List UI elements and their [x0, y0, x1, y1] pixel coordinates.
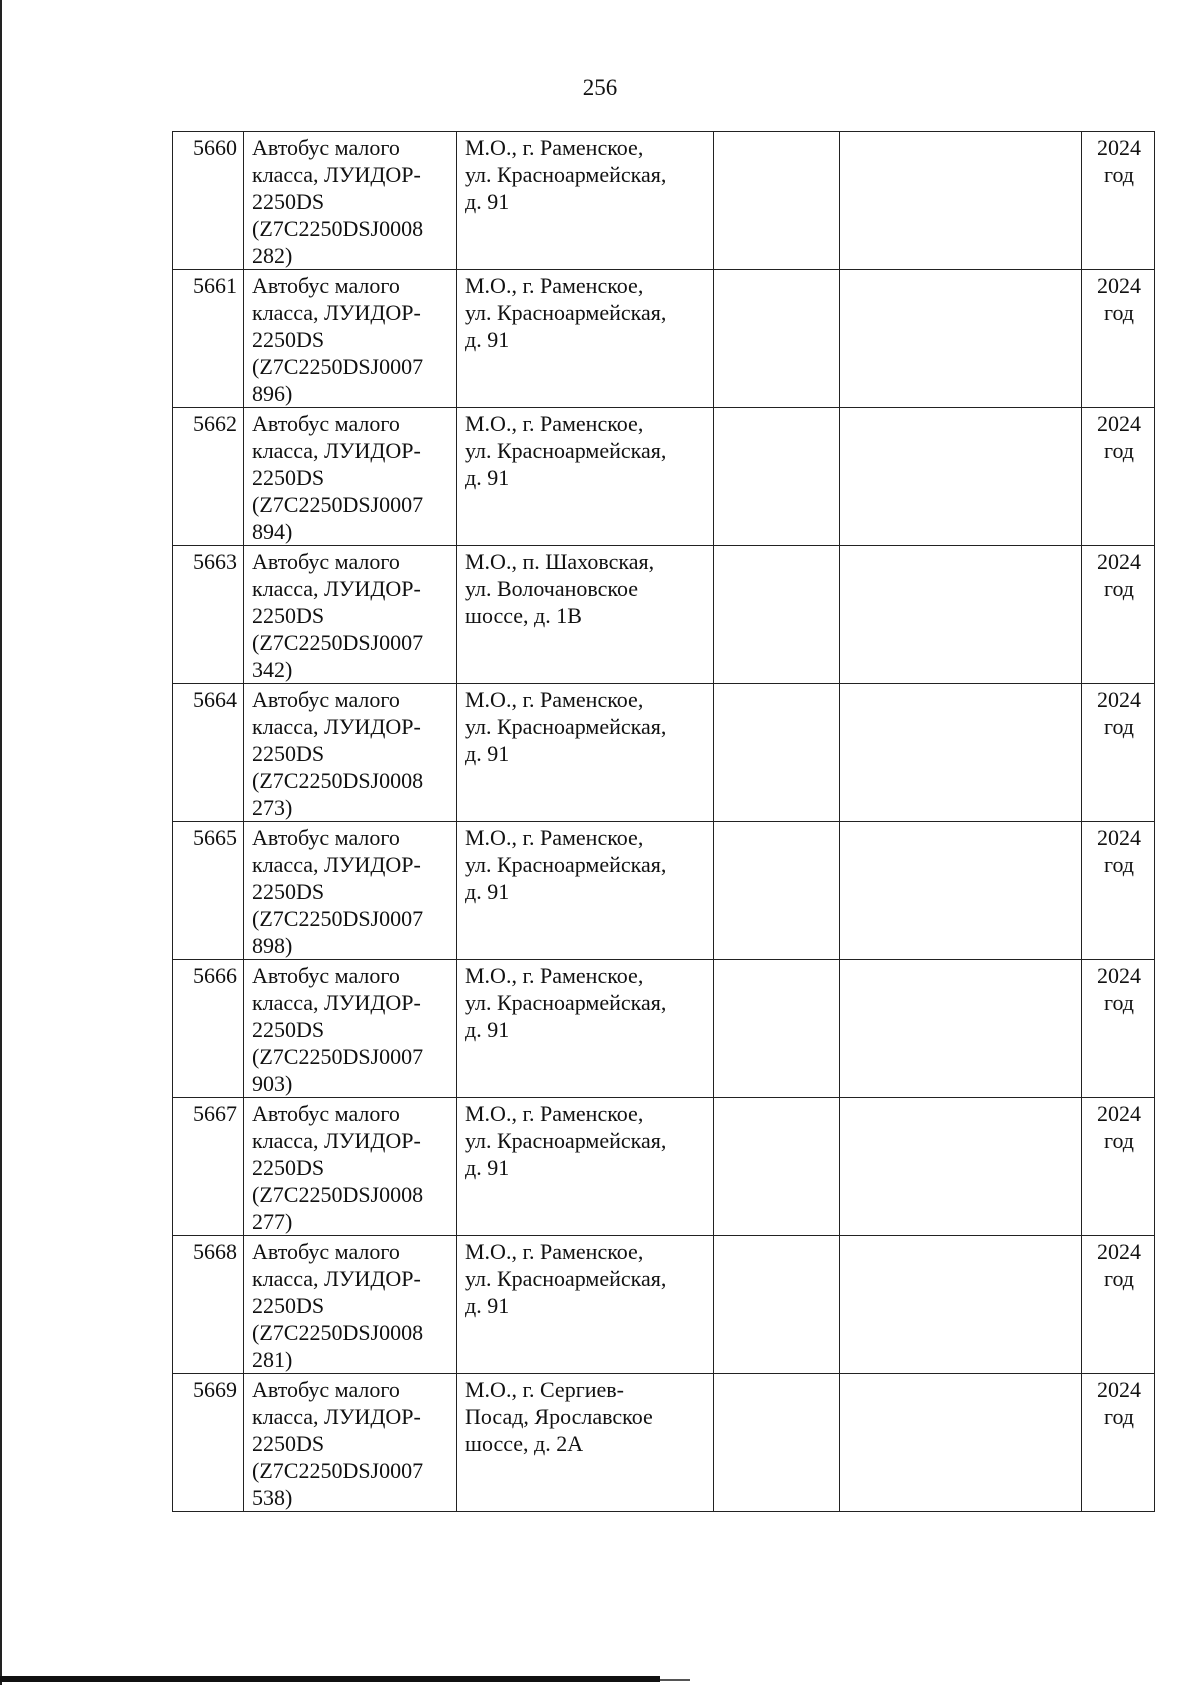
row-number-cell: [173, 960, 244, 1098]
row-number: 5665: [193, 825, 237, 850]
table-row: [173, 684, 1155, 822]
year-text: 2024 год: [1097, 1101, 1141, 1153]
vehicle-description: Автобус малого класса, ЛУИДОР- 2250DS (Z7C2250DSJ0007 898): [252, 825, 424, 958]
vehicle-cell: [244, 684, 457, 822]
empty-cell: [840, 822, 1082, 960]
vehicle-description: Автобус малого класса, ЛУИДОР- 2250DS (Z7C2250DSJ0007 896): [252, 273, 424, 406]
address-cell: [457, 822, 714, 960]
vehicle-description: Автобус малого класса, ЛУИДОР- 2250DS (Z7C2250DSJ0007 903): [252, 963, 424, 1096]
year-cell: [1082, 1236, 1155, 1374]
row-number-cell: [173, 132, 244, 270]
year-cell: [1082, 1374, 1155, 1512]
empty-cell: [840, 1098, 1082, 1236]
address-text: М.О., г. Раменское, ул. Красноармейская, д. 91: [465, 135, 667, 214]
empty-cell: [714, 408, 840, 546]
empty-cell: [714, 1098, 840, 1236]
year-cell: [1082, 1098, 1155, 1236]
vehicle-description: Автобус малого класса, ЛУИДОР- 2250DS (Z7C2250DSJ0007 538): [252, 1377, 424, 1510]
year-cell: [1082, 408, 1155, 546]
address-text: М.О., п. Шаховская, ул. Волочановское шоссе, д. 1В: [465, 549, 655, 628]
address-cell: [457, 960, 714, 1098]
address-cell: [457, 546, 714, 684]
row-number: 5660: [193, 135, 237, 160]
vehicle-description: Автобус малого класса, ЛУИДОР- 2250DS (Z7C2250DSJ0008 281): [252, 1239, 424, 1372]
year-text: 2024 год: [1097, 1377, 1141, 1429]
row-number: 5661: [193, 273, 237, 298]
vehicle-description: Автобус малого класса, ЛУИДОР- 2250DS (Z7C2250DSJ0007 894): [252, 411, 424, 544]
table-row: [173, 960, 1155, 1098]
vehicle-cell: [244, 822, 457, 960]
empty-cell: [840, 684, 1082, 822]
address-text: М.О., г. Раменское, ул. Красноармейская, д. 91: [465, 687, 667, 766]
vehicle-cell: [244, 960, 457, 1098]
address-text: М.О., г. Раменское, ул. Красноармейская, д. 91: [465, 1239, 667, 1318]
row-number-cell: [173, 1098, 244, 1236]
empty-cell: [714, 546, 840, 684]
table-row: [173, 408, 1155, 546]
vehicle-cell: [244, 132, 457, 270]
vehicle-registry-table: [172, 131, 1155, 1512]
row-number-cell: [173, 1374, 244, 1512]
vehicle-cell: [244, 270, 457, 408]
vehicle-cell: [244, 546, 457, 684]
row-number-cell: [173, 684, 244, 822]
row-number-cell: [173, 822, 244, 960]
row-number: 5663: [193, 549, 237, 574]
empty-cell: [840, 1236, 1082, 1374]
address-text: М.О., г. Сергиев- Посад, Ярославское шоссе, д. 2А: [465, 1377, 653, 1456]
address-cell: [457, 408, 714, 546]
address-cell: [457, 684, 714, 822]
year-text: 2024 год: [1097, 411, 1141, 463]
empty-cell: [714, 684, 840, 822]
year-cell: [1082, 270, 1155, 408]
scan-edge-line: [0, 0, 2, 1685]
address-cell: [457, 1098, 714, 1236]
scan-bottom-bar-tail: [660, 1679, 690, 1681]
vehicle-cell: [244, 1236, 457, 1374]
year-text: 2024 год: [1097, 1239, 1141, 1291]
empty-cell: [714, 270, 840, 408]
empty-cell: [714, 960, 840, 1098]
year-cell: [1082, 822, 1155, 960]
address-cell: [457, 270, 714, 408]
empty-cell: [840, 960, 1082, 1098]
year-text: 2024 год: [1097, 549, 1141, 601]
row-number-cell: [173, 1236, 244, 1374]
row-number: 5668: [193, 1239, 237, 1264]
row-number-cell: [173, 408, 244, 546]
year-cell: [1082, 684, 1155, 822]
empty-cell: [714, 822, 840, 960]
vehicle-cell: [244, 1098, 457, 1236]
empty-cell: [840, 408, 1082, 546]
scan-bottom-bar: [0, 1676, 660, 1682]
address-text: М.О., г. Раменское, ул. Красноармейская, д. 91: [465, 963, 667, 1042]
vehicle-description: Автобус малого класса, ЛУИДОР- 2250DS (Z7C2250DSJ0008 273): [252, 687, 424, 820]
address-cell: [457, 1374, 714, 1512]
empty-cell: [840, 546, 1082, 684]
vehicle-cell: [244, 408, 457, 546]
table-row: [173, 270, 1155, 408]
vehicle-description: Автобус малого класса, ЛУИДОР- 2250DS (Z7C2250DSJ0008 282): [252, 135, 424, 268]
table-row: [173, 1236, 1155, 1374]
table-row: [173, 822, 1155, 960]
empty-cell: [840, 1374, 1082, 1512]
address-text: М.О., г. Раменское, ул. Красноармейская, д. 91: [465, 273, 667, 352]
page-number: 256: [582, 75, 618, 100]
year-text: 2024 год: [1097, 963, 1141, 1015]
year-text: 2024 год: [1097, 687, 1141, 739]
empty-cell: [714, 1236, 840, 1374]
row-number: 5669: [193, 1377, 237, 1402]
address-text: М.О., г. Раменское, ул. Красноармейская, д. 91: [465, 411, 667, 490]
row-number-cell: [173, 270, 244, 408]
vehicle-cell: [244, 1374, 457, 1512]
row-number: 5666: [193, 963, 237, 988]
year-cell: [1082, 960, 1155, 1098]
table-row: [173, 1374, 1155, 1512]
vehicle-description: Автобус малого класса, ЛУИДОР- 2250DS (Z7C2250DSJ0008 277): [252, 1101, 424, 1234]
address-cell: [457, 1236, 714, 1374]
empty-cell: [840, 132, 1082, 270]
year-text: 2024 год: [1097, 135, 1141, 187]
table-row: [173, 1098, 1155, 1236]
year-cell: [1082, 546, 1155, 684]
empty-cell: [714, 1374, 840, 1512]
table-row: [173, 546, 1155, 684]
vehicle-description: Автобус малого класса, ЛУИДОР- 2250DS (Z7C2250DSJ0007 342): [252, 549, 424, 682]
year-cell: [1082, 132, 1155, 270]
year-text: 2024 год: [1097, 273, 1141, 325]
empty-cell: [840, 270, 1082, 408]
table-row: [173, 132, 1155, 270]
row-number: 5662: [193, 411, 237, 436]
year-text: 2024 год: [1097, 825, 1141, 877]
row-number: 5667: [193, 1101, 237, 1126]
address-text: М.О., г. Раменское, ул. Красноармейская, д. 91: [465, 825, 667, 904]
row-number: 5664: [193, 687, 237, 712]
row-number-cell: [173, 546, 244, 684]
address-text: М.О., г. Раменское, ул. Красноармейская, д. 91: [465, 1101, 667, 1180]
empty-cell: [714, 132, 840, 270]
address-cell: [457, 132, 714, 270]
